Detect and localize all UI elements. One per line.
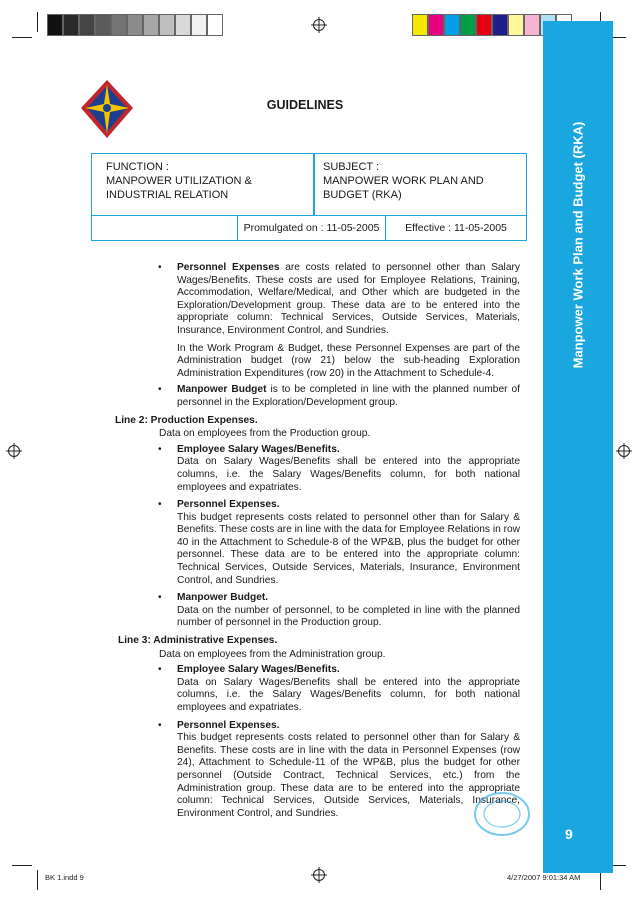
bullet-heading: Manpower Budget. [177,592,269,604]
section-subtitle: Data on employees from the Production group. [159,428,371,440]
list-item: • Manpower Budget is to be completed in line with the planned number of personnel in the Exploration/Development group. [158,384,521,408]
list-item: • Manpower Budget. Data on the number of personnel, to be completed in line with the planned number of personnel in the Production group. [158,592,520,629]
section-heading-line2: Line 2: Production Expenses. [115,414,258,426]
promulgated-date: Promulgated on : 11-05-2005 [238,216,386,240]
function-line1: MANPOWER UTILIZATION & [106,175,252,187]
registration-mark-icon [6,443,22,459]
subject-cell [323,160,523,202]
bullet-text: This budget represents costs related to personnel other than for Salary & Benefits. These costs are in line with the data for Employee Relations in row 40 in the Attachment to Schedule-8 of the WP&B, plus the budget for other personnel. These data are to be entered into the appropriate column: Technical Services, Outside Services, Materials, Insurance, Environment Control, and Sundries. [177,511,520,586]
function-line2: INDUSTRIAL RELATION [106,189,229,201]
crop-mark [600,870,601,890]
footer-file-info: BK 1.indd 9 [45,873,84,882]
organization-logo-icon [79,78,135,140]
crop-mark [37,870,38,890]
header-divider [313,154,315,216]
paragraph: In the Work Program & Budget, these Personnel Expenses are part of the Administration budget (row 21) below the sub-heading Exploration Administration Expenditures (row 20) in the Attachment to Schedule-4. [177,342,520,379]
section-subtitle: Data on employees from the Administration group. [159,648,386,660]
registration-mark-icon [616,443,632,459]
header-empty-cell [92,216,238,240]
crop-mark [12,37,32,38]
bullet-heading: Personnel Expenses [177,262,280,273]
side-section-title: Manpower Work Plan and Budget (RKA) [570,121,586,369]
bullet-heading: Personnel Expenses. [177,499,280,511]
registration-mark-icon [311,867,327,883]
bullet-text: Data on the number of personnel, to be completed in line with the planned number of personnel in the Production group. [177,604,520,629]
section-heading-line3: Line 3: Administrative Expenses. [118,635,278,647]
subject-line1: MANPOWER WORK PLAN AND [323,175,484,187]
document-body [110,262,520,825]
function-label: FUNCTION : [106,161,169,173]
list-item: • Employee Salary Wages/Benefits. Data on Salary Wages/Benefits shall be entered into the appropriate columns, i.e. the Salary Wages/Benefits column, for both national employees and expatriates. [158,443,520,493]
bullet-heading: Employee Salary Wages/Benefits. [177,664,340,676]
bullet-heading: Personnel Expenses. [177,719,280,731]
bullet-text: are costs related to personnel other than Salary Wages/Benefits. These costs are used for Employee Relations, Training, Accommodation, Welfare/Medical, and Other which are budgeted in the Exploration/Development group. These data are to be entered into the appropriate column: Technical Services, Outside Services, Materials, Insurance, Environment Control, and Sundries. [177,262,520,336]
crop-mark [37,12,38,32]
bullet-text: This budget represents costs related to personnel other than for Salary & Benefits. These costs are in line with the data in Personnel Expenses (row 24), Attachment to Schedule-11 of the WP&B, plus the budget for other personnel (Outside Contract, Technical Services, etc.) from the Administration group. These data are to be entered into the appropriate column: Technical Services, Outside Services, Materials, Insurance, Environment Control, and Sundries. [177,732,520,819]
page-number: 9 [565,826,573,842]
header-bottom-row [92,216,526,240]
list-item: • Personnel Expenses. This budget represents costs related to personnel other than for Salary & Benefits. These costs are in line with the data for Employee Relations in row 40 in the Attachment to Schedule-8 of the WP&B, plus the budget for other personnel. These data are to be entered into the appropriate column: Technical Services, Outside Services, Materials, Insurance, Environment Control, and Sundries. [158,499,520,586]
bullet-text: Data on Salary Wages/Benefits shall be entered into the appropriate columns, i.e. the Salary Wages/Benefits column, for both national employees and expatriates. [177,456,520,493]
list-item: • Employee Salary Wages/Benefits. Data on Salary Wages/Benefits shall be entered into the appropriate columns, i.e. the Salary Wages/Benefits column, for both national employees and expatriates. [158,664,520,713]
footer-timestamp: 4/27/2007 9:01:34 AM [507,873,581,882]
page-title: GUIDELINES [266,98,344,112]
grayscale-color-bar [47,14,223,36]
approval-stamp-icon [472,790,532,838]
crop-mark [12,865,32,866]
list-item: • Personnel Expenses are costs related to personnel other than Salary Wages/Benefits. These costs are used for Employee Relations, Training, Accommodation, Welfare/Medical, and Other which are budgeted in the Exploration/Development group. These data are to be entered into the appropriate column: Technical Services, Outside Services, Materials, Insurance, Environment Control, and Sundries. [158,262,520,336]
header-top-row [92,154,526,216]
header-table [91,153,527,241]
effective-date: Effective : 11-05-2005 [405,222,507,234]
bullet-text: is to be completed in line with the planned number of personnel in the Exploration/Development group. [177,384,521,408]
subject-label: SUBJECT : [323,161,380,173]
bullet-heading: Manpower Budget [177,384,267,396]
bullet-text: Data on Salary Wages/Benefits shall be entered into the appropriate columns, i.e. the Salary Wages/Benefits column, for both national employees and expatriates. [177,676,520,713]
subject-line2: BUDGET (RKA) [323,189,402,201]
list-item: • Personnel Expenses. This budget represents costs related to personnel other than for Salary & Benefits. These costs are in line with the data in Personnel Expenses (row 24), Attachment to Schedule-11 of the WP&B, plus the budget for other personnel (Outside Contract, Technical Services, etc.) from the Administration group. These data are to be entered into the appropriate column: Technical Services, Outside Services, Materials, Insurance, Environment Control, and Sundries. [158,719,520,819]
function-cell [106,160,306,202]
bullet-heading: Employee Salary Wages/Benefits. [177,443,340,455]
registration-mark-icon [311,17,327,33]
